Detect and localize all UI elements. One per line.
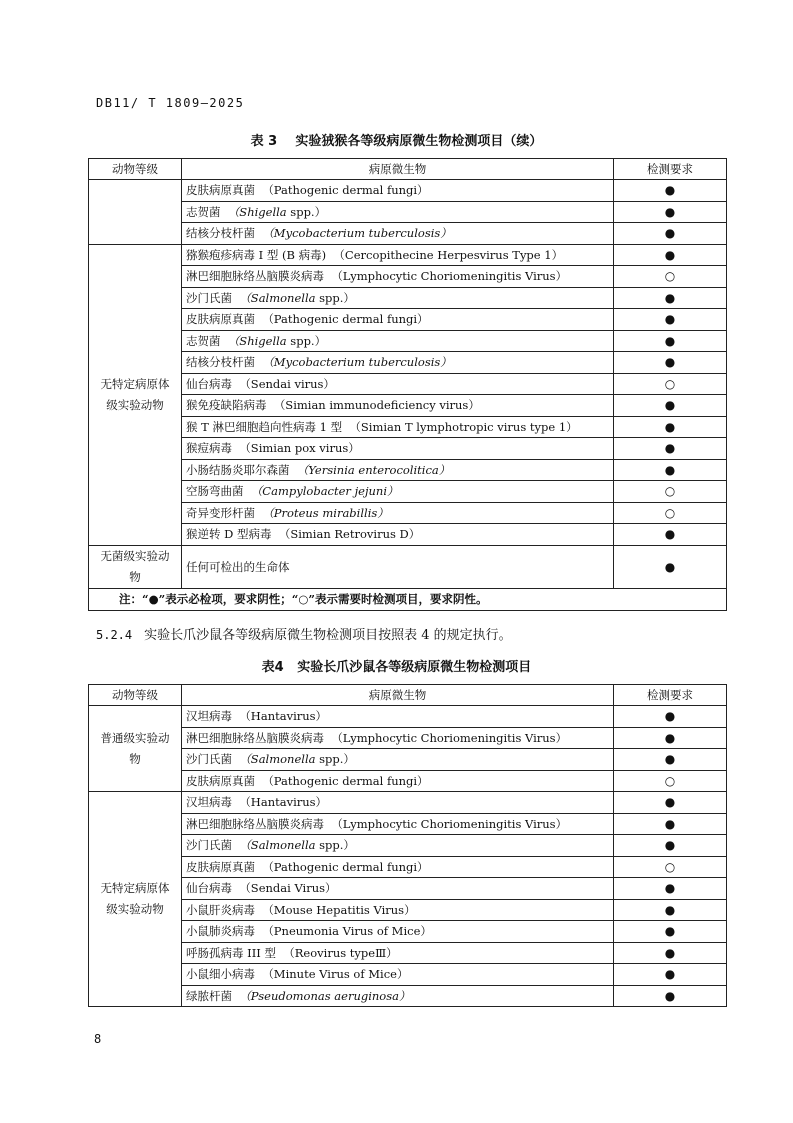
requirement-cell: ● — [614, 416, 727, 438]
organism-sci: （Mycobacterium tuberculosis） — [262, 226, 452, 241]
organism-en: （Pathogenic dermal fungi） — [262, 183, 429, 198]
organism-cn: 沙门氏菌 — [186, 838, 232, 853]
requirement-cell: ● — [614, 985, 727, 1007]
section-text: 实验长爪沙鼠各等级病原微生物检测项目按照表 4 的规定执行。 — [144, 628, 512, 643]
organism-cn: 汉坦病毒 — [186, 709, 232, 724]
organism-cell — [182, 524, 614, 546]
organism-cell — [182, 835, 614, 857]
requirement-cell: ● — [614, 727, 727, 749]
organism-sci: （Campylobacter jejuni） — [250, 484, 399, 499]
table-row — [89, 856, 727, 878]
table-row — [89, 964, 727, 986]
organism-en: （Reovirus typeⅢ） — [283, 945, 398, 960]
requirement-cell: ● — [614, 706, 727, 728]
requirement-cell: ● — [614, 921, 727, 943]
animal-level-cell — [89, 180, 182, 245]
organism-sci: （Shigella — [227, 333, 287, 348]
organism-en: （Lymphocytic Choriomeningitis Virus） — [331, 730, 568, 745]
table3-note-row — [89, 588, 727, 610]
organism-cn: 淋巴细胞脉络丛脑膜炎病毒 — [186, 730, 324, 745]
table4-caption-title: 实验长爪沙鼠各等级病原微生物检测项目 — [297, 660, 532, 675]
organism-sci: （Proteus mirabillis） — [262, 505, 389, 520]
organism-cell — [182, 223, 614, 245]
organism-en: （Lymphocytic Choriomeningitis Virus） — [331, 816, 568, 831]
organism-en: （Pathogenic dermal fungi） — [262, 859, 429, 874]
table3-caption-label: 表 3 — [250, 134, 278, 149]
organism-en: spp.） — [315, 290, 355, 305]
organism-cn: 仙台病毒 — [186, 376, 232, 391]
organism-cell — [182, 942, 614, 964]
organism-cell — [182, 330, 614, 352]
organism-en: spp.） — [315, 752, 355, 767]
organism-cn: 猴逆转 D 型病毒 — [186, 527, 272, 542]
table4-caption-label: 表4 — [261, 660, 284, 675]
requirement-cell: ● — [614, 244, 727, 266]
table-row — [89, 438, 727, 460]
organism-cell — [182, 856, 614, 878]
organism-cell — [182, 545, 614, 588]
organism-cell — [182, 921, 614, 943]
table3-note: 注：“●”表示必检项，要求阴性；“○”表示需要时检测项目，要求阴性。 — [89, 588, 727, 610]
organism-en: （Pneumonia Virus of Mice） — [262, 924, 432, 939]
organism-cell — [182, 416, 614, 438]
table-row — [89, 813, 727, 835]
organism-en: （Cercopithecine Herpesvirus Type 1） — [333, 247, 564, 262]
organism-cell — [182, 502, 614, 524]
table4-header-row — [89, 685, 727, 706]
organism-en: （Minute Virus of Mice） — [262, 967, 409, 982]
animal-level-cell: 无菌级实验动物 — [89, 545, 182, 588]
table-row — [89, 459, 727, 481]
column-header-organism: 病原微生物 — [182, 159, 614, 180]
organism-cell — [182, 201, 614, 223]
organism-cell — [182, 373, 614, 395]
organism-cn: 志贺菌 — [186, 333, 221, 348]
table3-caption-title: 实验狨猴各等级病原微生物检测项目（续） — [295, 134, 543, 149]
requirement-cell: ● — [614, 878, 727, 900]
column-header-level: 动物等级 — [89, 159, 182, 180]
table-row — [89, 835, 727, 857]
organism-cn: 淋巴细胞脉络丛脑膜炎病毒 — [186, 816, 324, 831]
organism-cn: 仙台病毒 — [186, 881, 232, 896]
requirement-cell: ● — [614, 835, 727, 857]
organism-cell — [182, 352, 614, 374]
requirement-cell: ● — [614, 942, 727, 964]
organism-sci: （Salmonella — [239, 290, 316, 305]
table-row — [89, 395, 727, 417]
requirement-cell: ○ — [614, 770, 727, 792]
organism-en: spp.） — [286, 204, 327, 219]
animal-level-cell: 普通级实验动物 — [89, 706, 182, 792]
table3 — [88, 158, 727, 611]
organism-cn: 沙门氏菌 — [186, 290, 232, 305]
organism-cn: 志贺菌 — [186, 204, 221, 219]
organism-en: spp.） — [315, 838, 355, 853]
organism-en: spp.） — [286, 333, 327, 348]
organism-cn: 小鼠肺炎病毒 — [186, 924, 255, 939]
table-row — [89, 942, 727, 964]
organism-en: （Pathogenic dermal fungi） — [262, 773, 429, 788]
organism-sci: （Pseudomonas aeruginosa） — [239, 988, 411, 1003]
table-row — [89, 545, 727, 588]
table-row — [89, 416, 727, 438]
organism-en: （Sendai virus） — [239, 376, 335, 391]
requirement-cell: ○ — [614, 481, 727, 503]
requirement-cell: ● — [614, 813, 727, 835]
organism-cell — [182, 770, 614, 792]
organism-sci: （Salmonella — [239, 838, 316, 853]
organism-en: （Sendai Virus） — [239, 881, 337, 896]
organism-cell — [182, 878, 614, 900]
organism-en: （Pathogenic dermal fungi） — [262, 312, 429, 327]
requirement-cell: ● — [614, 749, 727, 771]
table-row — [89, 706, 727, 728]
organism-cn: 皮肤病原真菌 — [186, 859, 255, 874]
organism-cell — [182, 985, 614, 1007]
table-row — [89, 266, 727, 288]
organism-cell — [182, 244, 614, 266]
requirement-cell: ○ — [614, 856, 727, 878]
table-row — [89, 878, 727, 900]
organism-cn: 猕猴疱疹病毒 I 型 (B 病毒) — [186, 247, 327, 262]
table-row — [89, 287, 727, 309]
organism-cn: 小鼠肝炎病毒 — [186, 902, 255, 917]
table-row — [89, 502, 727, 524]
requirement-cell: ● — [614, 524, 727, 546]
table-row — [89, 373, 727, 395]
table-row — [89, 727, 727, 749]
organism-cell — [182, 792, 614, 814]
organism-en: （Simian Retrovirus D） — [278, 527, 421, 542]
requirement-cell: ● — [614, 352, 727, 374]
column-header-organism: 病原微生物 — [182, 685, 614, 706]
organism-cn: 小肠结肠炎耶尔森菌 — [186, 462, 290, 477]
organism-sci: （Yersinia enterocolitica） — [296, 462, 451, 477]
section-5-2-4 — [96, 624, 512, 643]
table-row — [89, 352, 727, 374]
organism-cn: 猴免疫缺陷病毒 — [186, 398, 267, 413]
organism-en: （Hantavirus） — [239, 795, 328, 810]
column-header-requirement: 检测要求 — [614, 685, 727, 706]
table4-caption — [0, 656, 793, 675]
requirement-cell: ● — [614, 899, 727, 921]
organism-en: （Simian T lymphotropic virus type 1） — [349, 419, 578, 434]
column-header-requirement: 检测要求 — [614, 159, 727, 180]
requirement-cell: ● — [614, 459, 727, 481]
organism-cell — [182, 438, 614, 460]
organism-cell — [182, 706, 614, 728]
organism-cn: 皮肤病原真菌 — [186, 312, 255, 327]
requirement-cell: ● — [614, 545, 727, 588]
requirement-cell: ● — [614, 330, 727, 352]
organism-cn: 沙门氏菌 — [186, 752, 232, 767]
requirement-cell: ● — [614, 287, 727, 309]
organism-cell — [182, 309, 614, 331]
requirement-cell: ● — [614, 438, 727, 460]
organism-en: （Hantavirus） — [239, 709, 328, 724]
standard-code: DB11/ T 1809—2025 — [96, 96, 245, 110]
table-row — [89, 770, 727, 792]
organism-cell — [182, 266, 614, 288]
organism-cell — [182, 964, 614, 986]
organism-cell — [182, 287, 614, 309]
organism-cn: 猴 T 淋巴细胞趋向性病毒 1 型 — [186, 419, 343, 434]
organism-cn: 任何可检出的生命体 — [186, 559, 290, 574]
table-row — [89, 524, 727, 546]
organism-cn: 皮肤病原真菌 — [186, 773, 255, 788]
requirement-cell: ● — [614, 180, 727, 202]
requirement-cell: ○ — [614, 502, 727, 524]
organism-en: （Mouse Hepatitis Virus） — [262, 902, 416, 917]
requirement-cell: ● — [614, 201, 727, 223]
table4 — [88, 684, 727, 1007]
requirement-cell: ○ — [614, 373, 727, 395]
organism-en: （Lymphocytic Choriomeningitis Virus） — [331, 269, 568, 284]
section-number: 5.2.4 — [96, 628, 133, 642]
organism-cn: 汉坦病毒 — [186, 795, 232, 810]
organism-cell — [182, 899, 614, 921]
organism-cn: 呼肠孤病毒 III 型 — [186, 945, 276, 960]
organism-sci: （Shigella — [227, 204, 287, 219]
organism-cn: 猴痘病毒 — [186, 441, 232, 456]
requirement-cell: ● — [614, 964, 727, 986]
requirement-cell: ○ — [614, 266, 727, 288]
table-row — [89, 985, 727, 1007]
organism-sci: （Mycobacterium tuberculosis） — [262, 355, 452, 370]
table-row — [89, 749, 727, 771]
organism-cell — [182, 813, 614, 835]
table-row — [89, 180, 727, 202]
table-row — [89, 244, 727, 266]
table-row — [89, 921, 727, 943]
organism-cn: 绿脓杆菌 — [186, 988, 232, 1003]
animal-level-cell: 无特定病原体级实验动物 — [89, 792, 182, 1007]
requirement-cell: ● — [614, 395, 727, 417]
table3-caption — [0, 130, 793, 149]
table-row — [89, 309, 727, 331]
organism-cell — [182, 459, 614, 481]
organism-cell — [182, 749, 614, 771]
organism-cell — [182, 395, 614, 417]
animal-level-cell: 无特定病原体级实验动物 — [89, 244, 182, 545]
requirement-cell: ● — [614, 309, 727, 331]
table-row — [89, 899, 727, 921]
table3-header-row — [89, 159, 727, 180]
organism-sci: （Salmonella — [239, 752, 316, 767]
table-row — [89, 481, 727, 503]
organism-en: （Simian immunodeficiency virus） — [273, 398, 480, 413]
organism-cn: 奇异变形杆菌 — [186, 505, 255, 520]
organism-cn: 结核分枝杆菌 — [186, 355, 255, 370]
column-header-level: 动物等级 — [89, 685, 182, 706]
requirement-cell: ● — [614, 223, 727, 245]
organism-cn: 结核分枝杆菌 — [186, 226, 255, 241]
organism-en: （Simian pox virus） — [239, 441, 360, 456]
organism-cell — [182, 727, 614, 749]
organism-cn: 小鼠细小病毒 — [186, 967, 255, 982]
requirement-cell: ● — [614, 792, 727, 814]
organism-cell — [182, 180, 614, 202]
organism-cn: 皮肤病原真菌 — [186, 183, 255, 198]
table-row — [89, 223, 727, 245]
organism-cn: 空肠弯曲菌 — [186, 484, 244, 499]
page-number: 8 — [94, 1032, 102, 1046]
organism-cn: 淋巴细胞脉络丛脑膜炎病毒 — [186, 269, 324, 284]
table-row — [89, 330, 727, 352]
table-row — [89, 792, 727, 814]
organism-cell — [182, 481, 614, 503]
table-row — [89, 201, 727, 223]
